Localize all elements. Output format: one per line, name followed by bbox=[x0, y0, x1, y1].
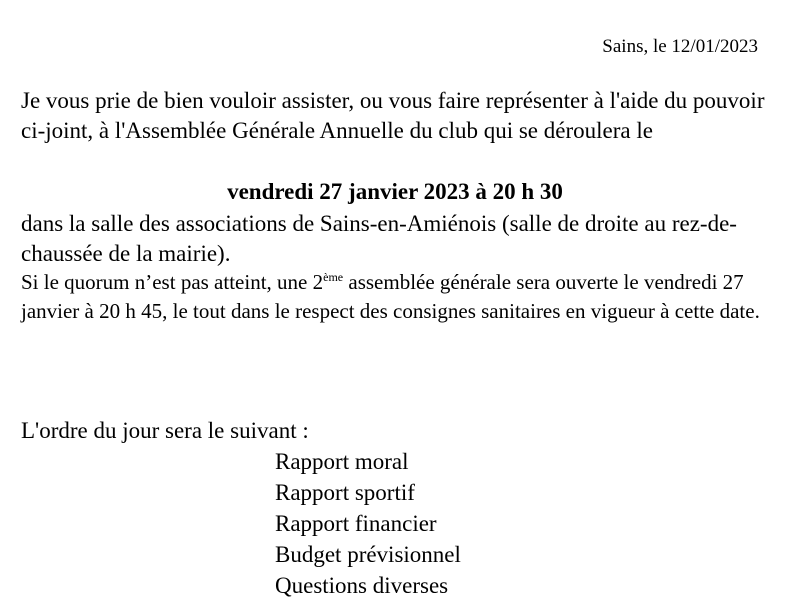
venue-paragraph: dans la salle des associations de Sains-en-Amiénois (salle de droite au rez-de-chaussée de la mairie). bbox=[21, 211, 737, 266]
agenda-item-budget-previsionnel: Budget prévisionnel bbox=[275, 542, 461, 567]
invitation-paragraph: Je vous prie de bien vouloir assister, ou vous faire représenter à l'aide du pouvoir ci-joint, à l'Assemblée Générale Annuelle du club qui se déroulera le bbox=[21, 88, 765, 143]
letter-date: Sains, le 12/01/2023 bbox=[602, 36, 758, 57]
agenda-item-rapport-moral: Rapport moral bbox=[275, 449, 409, 474]
quorum-text-end: assemblée générale sera ouverte le vendredi 27 janvier à 20 h 45, le tout dans le respect des consignes sanitaires en vigueur à cette date. bbox=[21, 270, 760, 323]
quorum-paragraph bbox=[21, 268, 783, 326]
agenda-item-rapport-financier: Rapport financier bbox=[275, 511, 437, 536]
quorum-ordinal-superscript: ème bbox=[323, 270, 344, 284]
agenda-heading: L'ordre du jour sera le suivant : bbox=[21, 418, 309, 443]
agenda-list bbox=[275, 446, 461, 601]
quorum-text-start: Si le quorum n’est pas atteint, une 2 bbox=[21, 270, 324, 294]
agenda-item-questions-diverses: Questions diverses bbox=[275, 573, 449, 598]
meeting-datetime: vendredi 27 janvier 2023 à 20 h 30 bbox=[227, 179, 563, 204]
agenda-item-rapport-sportif: Rapport sportif bbox=[275, 480, 415, 505]
